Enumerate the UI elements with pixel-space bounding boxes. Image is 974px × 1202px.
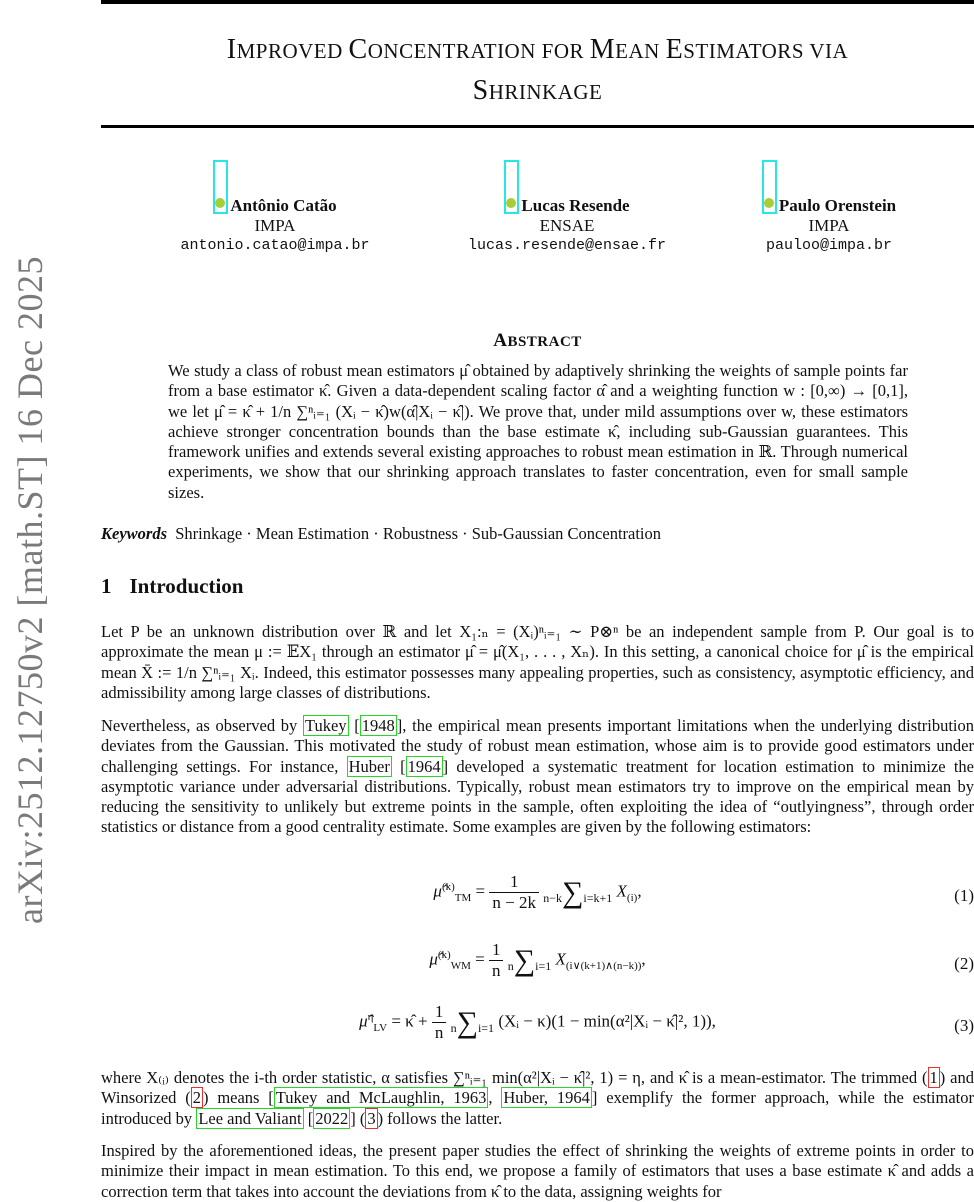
title-rule-top (101, 0, 974, 4)
equation: μ̂$^{(k)}_{WM}$ = $\frac{1}{n}$ n∑i=1 $X_{(i\vee(k+1)\wedge(n-k))}$, (2) (429, 940, 974, 980)
citation-link[interactable]: 1964 (407, 756, 441, 776)
section-heading: 1 Introduction (101, 574, 244, 598)
equation-number: (3) (954, 1016, 974, 1035)
orcid-icon (506, 198, 516, 208)
citation-link[interactable]: 2022 (315, 1108, 349, 1128)
citation-link[interactable]: Lee and Valiant (198, 1108, 302, 1128)
orcid-link[interactable] (213, 160, 228, 214)
author-affiliation: ENSAE (539, 216, 595, 235)
paper-title: IMPROVED CONCENTRATION FOR MEAN ESTIMATORS VIA SHRINKAGE (226, 34, 849, 106)
equation-ref-link[interactable]: 1 (929, 1068, 938, 1087)
author-affiliation: IMPA (254, 216, 296, 235)
author-email: antonio.catao@impa.br (180, 237, 370, 254)
equation-ref-link[interactable]: 3 (367, 1108, 376, 1128)
author-block (709, 162, 949, 256)
keywords-list: Shrinkage · Mean Estimation · Robustness · Sub-Gaussian Concentration (175, 524, 662, 543)
author-name: Antônio Catão (230, 196, 337, 215)
abstract-text: We study a class of robust mean estimators μ̂ obtained by adaptively shrinking the weights of sample points far from a base estimator κ̂. Given a data-dependent scaling factor α̂ and a weighting function w : [0,∞) → [0,1], we let μ̂ = κ̂ + 1/n ∑ⁿᵢ₌₁ (Xᵢ − κ̂)w(α̂|Xᵢ − κ̂|). We prove that, under mild assumptions over w, these estimators achieve stronger concentration bounds than the base estimate κ̂, including sub-Gaussian guarantees. This framework unifies and extends several existing approaches to robust mean estimation in ℝ. Through numerical experiments, we show that our shrinking approach translates to faster concentration, even for small sample sizes. (168, 361, 908, 502)
orcid-link[interactable] (762, 160, 777, 214)
paragraph: Nevertheless, as observed by Tukey [ 1948 ], the empirical mean presents important limitations when the underlying distribution deviates from the Gaussian. This motivated the study of robust mean estimation, whose aim is to provide good estimators under challenging settings. For instance, Huber [ 1964 ] developed a systematic treatment for location estimation to minimize the asymptotic variance under adversarial distributions. Typically, robust mean estimators try to improve on the empirical mean by reducing the sensitivity to unlikely but extreme points in the sample, often exploiting the idea of “outlyingness”, through order statistics or distance from a good centrality estimate. Some examples are given by the following estimators: (101, 716, 974, 837)
equation: μ̂$^{(k)}_{TM}$ = $\frac{1}{n - 2k}$ n−k∑i=k+1 $X_{(i)}$, (1) (433, 872, 974, 912)
author-email: lucas.resende@ensae.fr (467, 237, 667, 254)
citation-link[interactable]: 1948 (361, 716, 395, 735)
abstract-heading: ABSTRACT (493, 330, 582, 351)
equation-number: (1) (954, 886, 974, 905)
equation: μ̂$^\eta_{LV}$ = κ̂ + $\frac{1}{n}$ n∑i=1 (Xᵢ − κ)(1 − min(α²|Xᵢ − κ̂|², 1)), (3) (359, 1002, 974, 1042)
author-affiliation: IMPA (808, 216, 850, 235)
author-name: Lucas Resende (521, 196, 630, 215)
orcid-icon (764, 198, 774, 208)
citation-link[interactable]: Tukey (305, 716, 347, 735)
paragraph: Let P be an unknown distribution over ℝ and let X₁:ₙ = (Xᵢ)ⁿᵢ₌₁ ∼ P⊗ⁿ be an independent sample from P. Our goal is to approximate the mean μ := 𝔼X₁ through an estimator μ̂ = μ̂(X₁, . . . , Xₙ). In this setting, a canonical choice for μ̂ is the empirical mean X̄ := 1/n ∑ⁿᵢ₌₁ Xᵢ. Indeed, this estimator possesses many appealing properties, such as consistency, asymptotic efficiency, and admissibility among large classes of distributions. (101, 622, 974, 702)
arxiv-stamp: arXiv:2512.12750v2 [math.ST] 16 Dec 2025 (10, 256, 50, 924)
author-block (155, 162, 395, 256)
orcid-icon (215, 198, 225, 208)
keywords-label: Keywords (101, 524, 167, 543)
citation-link[interactable]: Huber, 1964 (503, 1088, 590, 1108)
title-rule-bottom (101, 125, 974, 128)
author-email: pauloo@impa.br (765, 237, 893, 254)
author-name: Paulo Orenstein (778, 196, 897, 215)
citation-link[interactable]: Tukey and McLaughlin, 1963 (275, 1088, 487, 1108)
keywords (101, 524, 661, 544)
equation-ref-link[interactable]: 2 (192, 1088, 201, 1108)
citation-link[interactable]: Huber (348, 756, 390, 776)
paragraph: Inspired by the aforementioned ideas, the present paper studies the effect of shrinking the weights of extreme points in order to minimize their impact in mean estimation. To this end, we propose a family of estimators that uses a base estimate κ̂ and adds a correction term that takes into account the deviations from κ̂ to the data, assigning weights for (101, 1141, 974, 1201)
author-block (447, 162, 687, 256)
orcid-link[interactable] (504, 160, 519, 214)
equation-number: (2) (954, 954, 974, 973)
paragraph: where X₍ᵢ₎ denotes the i-th order statistic, α satisfies ∑ⁿᵢ₌₁ min(α²|Xᵢ − κ̂|², 1) = η, and κ̂ is a mean-estimator. The trimmed ( 1 ) and Winsorized ( 2 ) means [ Tukey and McLaughlin, 1963 , Huber, 1964 ] exemplify the former approach, while the estimator introduced by Lee and Valiant [ 2022 ] ( 3 ) follows the latter. (101, 1068, 974, 1128)
